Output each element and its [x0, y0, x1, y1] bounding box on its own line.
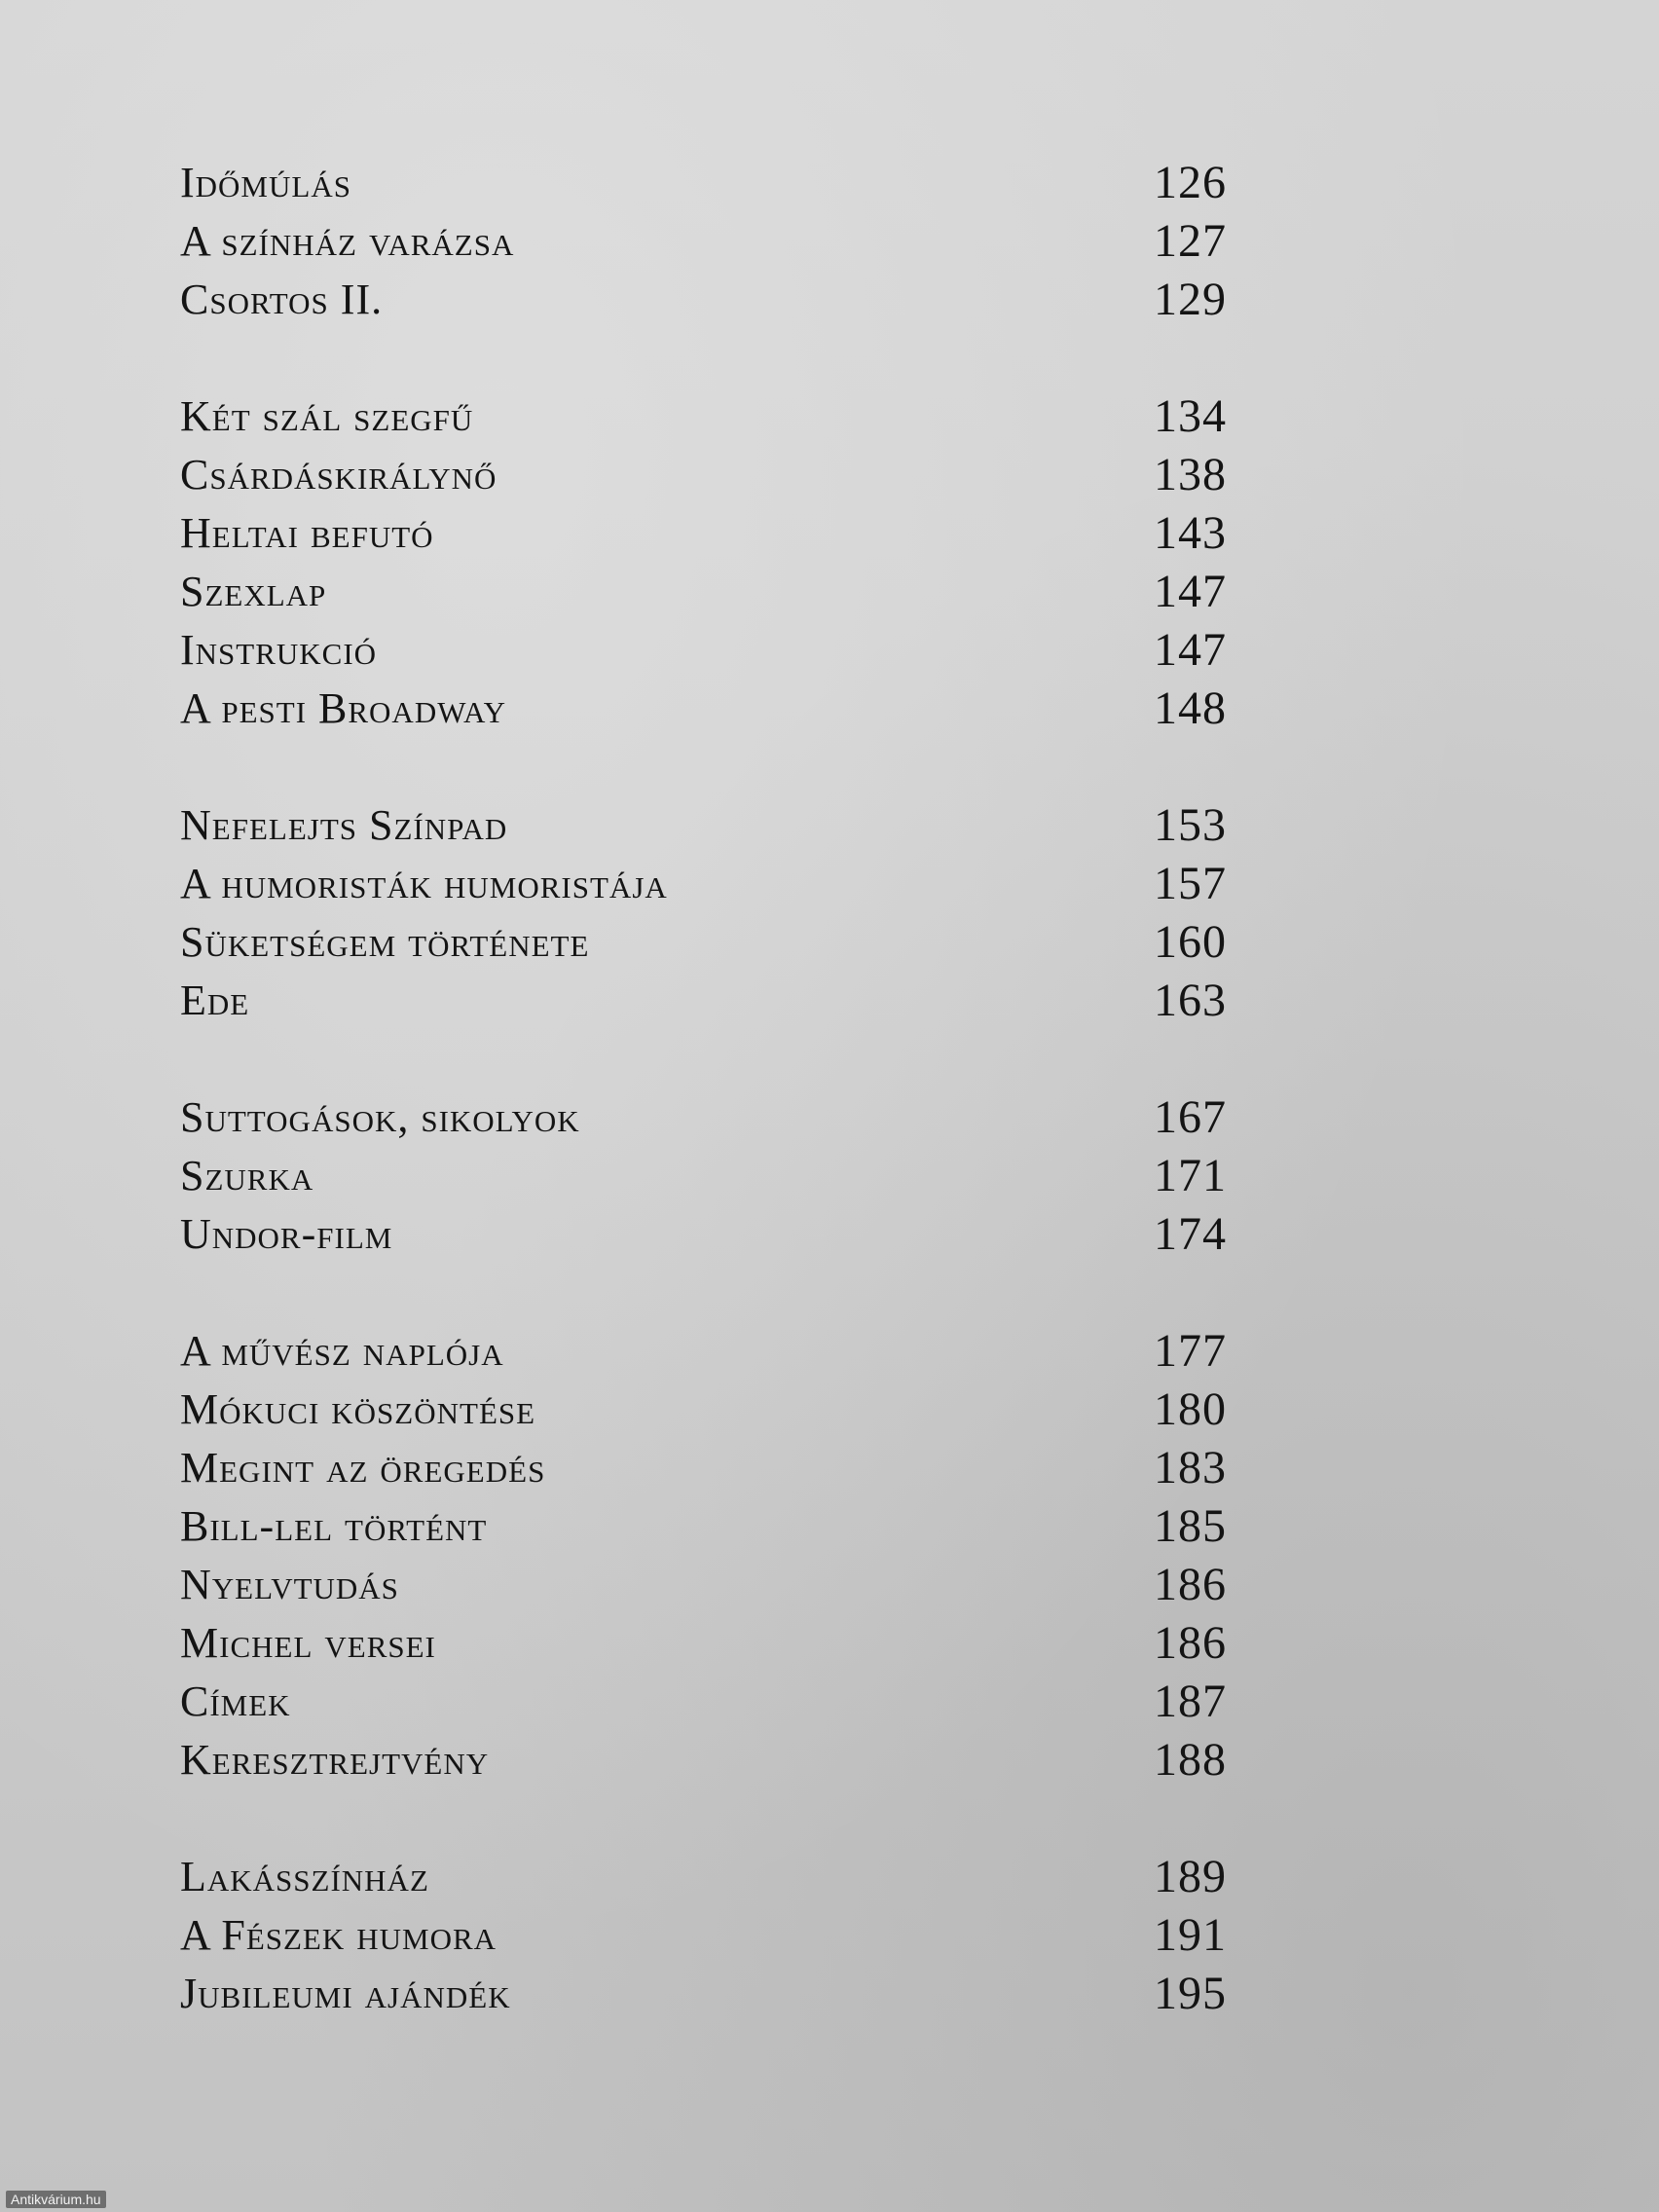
toc-entry — [180, 1848, 1251, 1906]
toc-entry-page: 148 — [1154, 682, 1227, 734]
toc-entry-page: 160 — [1154, 916, 1227, 968]
toc-entry-page: 177 — [1154, 1325, 1227, 1377]
toc-entry-title: Időmúlás — [180, 159, 351, 206]
toc-entry — [180, 1614, 1251, 1673]
toc-entry — [180, 1673, 1251, 1731]
toc-entry-title: Két szál szegfű — [180, 392, 474, 440]
toc-entry-title: Mókuci köszöntése — [180, 1385, 536, 1433]
toc-entry-title: Csárdáskirálynő — [180, 451, 498, 498]
toc-entry-page: 189 — [1154, 1851, 1227, 1902]
toc-entry — [180, 1731, 1251, 1789]
toc-entry-page: 180 — [1154, 1383, 1227, 1435]
table-of-contents — [180, 154, 1251, 2082]
toc-group-2 — [180, 387, 1251, 738]
toc-entry-title: Jubileumi ajándék — [180, 1970, 511, 2017]
toc-entry — [180, 1381, 1251, 1439]
toc-entry-page: 195 — [1154, 1968, 1227, 2019]
toc-entry — [180, 387, 1251, 446]
toc-entry — [180, 1088, 1251, 1147]
toc-entry — [180, 563, 1251, 621]
toc-entry — [180, 1556, 1251, 1614]
toc-entry — [180, 621, 1251, 680]
toc-entry-page: 185 — [1154, 1500, 1227, 1552]
toc-entry — [180, 1322, 1251, 1381]
toc-entry — [180, 271, 1251, 329]
toc-entry-page: 143 — [1154, 507, 1227, 559]
toc-group-4 — [180, 1088, 1251, 1264]
toc-entry-title: Süketségem története — [180, 918, 590, 966]
toc-entry-page: 147 — [1154, 566, 1227, 617]
toc-entry-page: 186 — [1154, 1617, 1227, 1669]
toc-entry — [180, 1497, 1251, 1556]
toc-entry — [180, 1439, 1251, 1497]
toc-entry-page: 163 — [1154, 975, 1227, 1026]
toc-entry-title: Megint az öregedés — [180, 1444, 546, 1492]
toc-entry-page: 147 — [1154, 624, 1227, 676]
toc-entry-page: 191 — [1154, 1909, 1227, 1961]
toc-entry-title: Ede — [180, 977, 250, 1024]
toc-entry-title: A művész naplója — [180, 1327, 504, 1375]
toc-entry-title: Címek — [180, 1677, 291, 1725]
toc-entry-page: 183 — [1154, 1442, 1227, 1493]
toc-group-1 — [180, 154, 1251, 329]
toc-entry-title: A pesti Broadway — [180, 684, 506, 732]
toc-entry — [180, 1147, 1251, 1205]
toc-entry-title: Michel versei — [180, 1619, 436, 1667]
watermark-label: Antikvárium.hu — [6, 2191, 106, 2208]
toc-entry — [180, 154, 1251, 212]
toc-entry — [180, 212, 1251, 271]
toc-entry — [180, 796, 1251, 855]
toc-entry — [180, 855, 1251, 913]
toc-entry-page: 138 — [1154, 449, 1227, 500]
toc-entry-page: 126 — [1154, 157, 1227, 208]
toc-entry-page: 134 — [1154, 390, 1227, 442]
toc-entry-title: Keresztrejtvény — [180, 1736, 490, 1784]
toc-group-3 — [180, 796, 1251, 1030]
toc-entry-title: Bill-lel történt — [180, 1502, 488, 1550]
toc-entry-title: A Fészek humora — [180, 1911, 498, 1959]
toc-entry — [180, 1906, 1251, 1965]
toc-entry — [180, 1205, 1251, 1264]
toc-entry — [180, 446, 1251, 504]
toc-entry-title: Csortos II. — [180, 276, 384, 323]
toc-entry — [180, 504, 1251, 563]
toc-entry-page: 127 — [1154, 215, 1227, 267]
toc-entry-page: 171 — [1154, 1150, 1227, 1201]
toc-entry — [180, 680, 1251, 738]
toc-entry-title: Undor-film — [180, 1210, 393, 1258]
toc-entry-page: 167 — [1154, 1091, 1227, 1143]
toc-entry — [180, 1965, 1251, 2023]
toc-entry-title: Szurka — [180, 1152, 314, 1199]
toc-entry-title: Nefelejts Színpad — [180, 801, 508, 849]
toc-entry-title: Szexlap — [180, 568, 327, 615]
toc-entry-page: 153 — [1154, 799, 1227, 851]
toc-entry-title: Lakásszínház — [180, 1853, 429, 1900]
toc-group-5 — [180, 1322, 1251, 1789]
toc-entry-title: Instrukció — [180, 626, 378, 674]
toc-entry-page: 186 — [1154, 1559, 1227, 1610]
toc-entry-page: 174 — [1154, 1208, 1227, 1260]
toc-entry-title: A színház varázsa — [180, 217, 515, 265]
toc-entry-title: Heltai befutó — [180, 509, 434, 557]
toc-entry-title: A humoristák humoristája — [180, 860, 668, 907]
toc-group-6 — [180, 1848, 1251, 2023]
toc-entry-title: Nyelvtudás — [180, 1561, 399, 1608]
toc-entry-page: 129 — [1154, 274, 1227, 325]
toc-entry-page: 188 — [1154, 1734, 1227, 1786]
toc-entry-page: 157 — [1154, 858, 1227, 909]
toc-entry — [180, 913, 1251, 972]
toc-entry-title: Suttogások, sikolyok — [180, 1093, 580, 1141]
toc-entry-page: 187 — [1154, 1676, 1227, 1727]
toc-entry — [180, 972, 1251, 1030]
